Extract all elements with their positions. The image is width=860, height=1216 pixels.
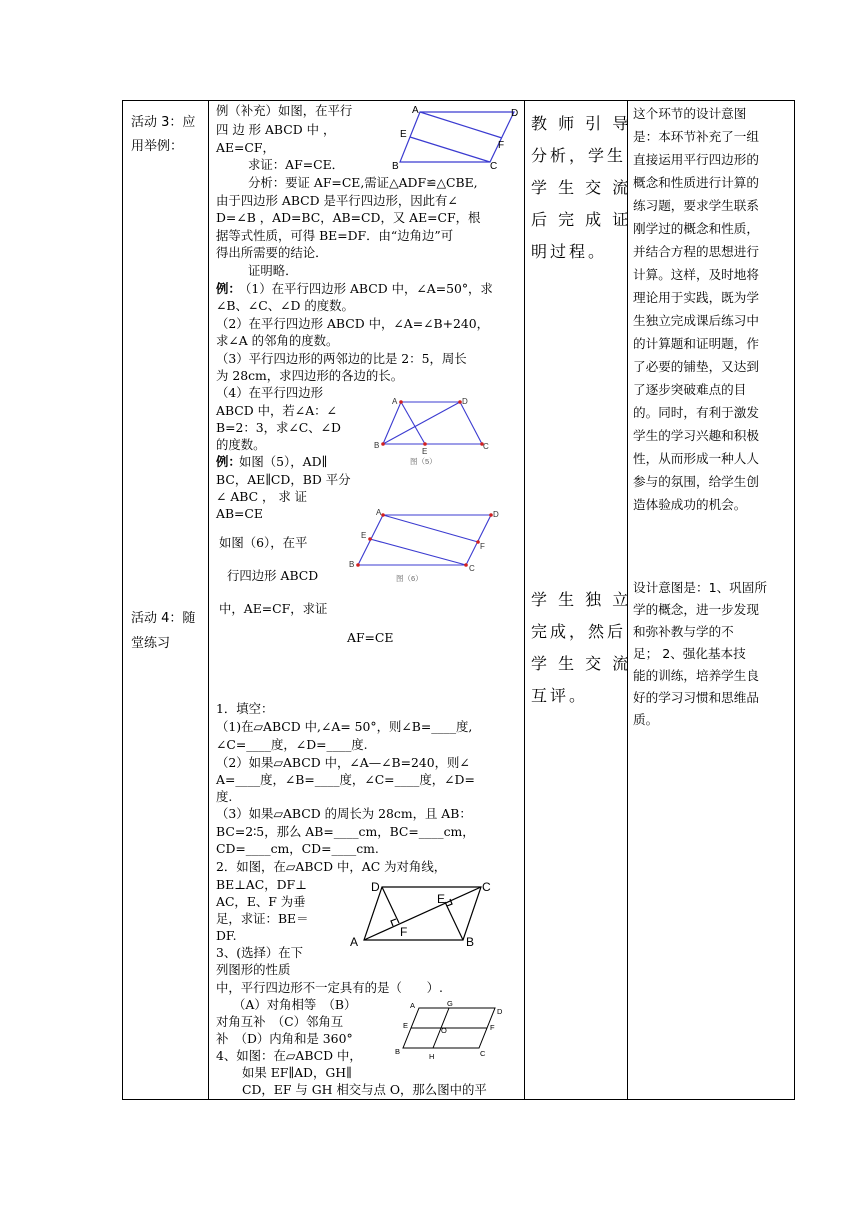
column-divider: [524, 100, 525, 1100]
example5-line: BC，AE∥CD，BD 平分: [216, 472, 351, 487]
figure-6-parallelogram: [346, 505, 506, 585]
figure-label: A: [410, 1001, 416, 1010]
activity3-label-line1: 活动 3：应: [131, 115, 196, 130]
example-supp-line: 分析：要证 AF=CE,需证△ADF≌△CBE,: [248, 175, 478, 190]
design-intent-line: 的。同时，有利于激发: [633, 405, 759, 420]
figure-point: [368, 537, 372, 541]
figure-segment-af: [420, 112, 502, 138]
activity3-method-line: 明过程。: [531, 242, 608, 261]
figure-label: B: [392, 161, 399, 172]
activity4-method-line: 互评。: [531, 686, 589, 705]
figure-label: F: [400, 925, 408, 939]
design-intent-line: 性，从而形成一种人人: [633, 451, 759, 466]
practice-line: A=____度，∠B=____度，∠C=____度，∠D=: [216, 772, 475, 787]
activity3-method-line: 后 完 成 证: [531, 210, 632, 229]
activity3-method-line: 学 生 交 流: [531, 178, 632, 197]
example4-line: （4）在平行四边形: [216, 385, 324, 400]
activity4-method-line: 学 生 交 流: [531, 654, 632, 673]
figure-right-angle-mark: [391, 919, 396, 926]
figure-q4-parallelogram: [393, 1000, 511, 1066]
practice-line: 补 （D）内角和是 360°: [216, 1031, 353, 1046]
practice-line: 足，求证：BE＝: [216, 911, 309, 926]
figure-label: C: [469, 564, 475, 573]
example-supp-line: 得出所需要的结论．: [216, 245, 328, 260]
figure-point: [356, 563, 360, 567]
figure-label: B: [395, 1047, 401, 1056]
figure-label: F: [480, 542, 485, 551]
figure-label: D: [497, 1007, 503, 1016]
example6-line: 行四边形 ABCD: [227, 568, 319, 583]
design-intent-line: 计算。这样，及时地将: [633, 267, 759, 282]
example-supp-line: 四 边 形 ABCD 中 ，: [216, 122, 336, 137]
example-supp-line: AE=CF，: [216, 140, 275, 155]
figure-label: C: [480, 1049, 486, 1058]
figure-label: A: [350, 935, 359, 949]
figure-6-caption: 图（6）: [396, 574, 423, 583]
figure-segment-ec: [370, 539, 466, 565]
figure-q2-parallelogram: [346, 878, 491, 950]
figure-label: C: [490, 161, 498, 172]
figure-label: D: [493, 510, 499, 519]
activity3-method-line: 教 师 引 导: [531, 114, 632, 133]
design-intent-line: 并结合方程的思想进行: [633, 244, 759, 259]
practice-line: 2．如图，在▱ABCD 中，AC 为对角线，: [216, 859, 447, 874]
practice-line: 列图形的性质: [216, 962, 291, 977]
practice-line: （3）如果▱ABCD 的周长为 28cm，且 AB：: [216, 806, 472, 821]
practice-line: （1)在▱ABCD 中,∠A= 50°，则∠B=____度,: [216, 719, 473, 734]
design-intent-line: 质。: [633, 712, 659, 727]
practice-line: 中，平行四边形不一定具有的是（ ）.: [216, 980, 443, 995]
figure-label: B: [349, 560, 355, 569]
activity4-label-line1: 活动 4：随: [131, 611, 196, 626]
figure-label: E: [403, 1021, 409, 1030]
practice-line: ∠C=____度，∠D=____度.: [216, 737, 368, 752]
figure-label: F: [498, 140, 505, 151]
figure-perpendicular-df: [382, 887, 399, 923]
design-intent-line: 练习题，要求学生联系: [633, 198, 759, 213]
example2-line: 求∠A 的邻角的度数。: [216, 333, 339, 348]
example4-line: B=2：3，求∠C、∠D: [216, 420, 341, 435]
example3-line: （3）平行四边形的两邻边的比是 2：5，周长: [216, 351, 467, 366]
figure-label: E: [361, 531, 367, 540]
example6-line: 如图（6），在平: [219, 535, 308, 550]
figure-label: E: [437, 892, 446, 906]
column-divider: [208, 100, 209, 1100]
practice-line: CD，EF 与 GH 相交与点 O，那么图中的平: [242, 1082, 487, 1097]
figure-label: D: [371, 880, 380, 894]
example-label: 例：: [216, 281, 241, 296]
example3-line: 为 28cm，求四边形的各边的长。: [216, 368, 404, 383]
example-supp-line: 由于四边形 ABCD 是平行四边形，因此有∠: [216, 193, 458, 208]
design-intent-line: 概念和性质进行计算的: [633, 175, 759, 190]
example4-line: ABCD 中，若∠A：∠: [216, 403, 337, 418]
example2-line: （2）在平行四边形 ABCD 中，∠A=∠B+240，: [216, 316, 489, 331]
example-supp-line: 求证：AF=CE．: [248, 157, 345, 172]
design-intent-line: 理论用于实践，既为学: [633, 290, 759, 305]
design-intent-line: 好的学习习惯和思维品: [633, 690, 759, 705]
design-intent-line: 了必要的铺垫，又达到: [633, 359, 759, 374]
figure-label: D: [462, 397, 468, 406]
example5-label: 例：: [216, 454, 241, 469]
figure-point: [399, 400, 403, 404]
design-intent-line: 参与的氛围，给学生创: [633, 474, 759, 489]
activity3-method-line: 分析，学生: [531, 146, 627, 165]
example-supp-line: 证明略．: [248, 263, 298, 278]
practice-line: CD=____cm，CD=____cm.: [216, 841, 379, 856]
practice-line: 度.: [216, 789, 233, 804]
practice-line: （A）对角相等 （B）: [233, 997, 357, 1012]
design-intent-line: 的计算题和证明题，作: [633, 336, 759, 351]
figure-diagonal-ac: [364, 887, 481, 940]
figure-label: C: [483, 442, 489, 451]
design-intent-line: 能的训练，培养学生良: [633, 668, 759, 683]
practice-line: 对角互补 （C）邻角互: [216, 1014, 344, 1029]
example5-line: 如图（5），AD∥: [239, 454, 328, 469]
practice-line: BE⊥AC，DF⊥: [216, 877, 307, 892]
example1-line: ∠B、∠C、∠D 的度数。: [216, 298, 354, 313]
figure-label: A: [412, 105, 419, 116]
figure-label: O: [441, 1026, 447, 1035]
practice-line: BC=2∶5，那么 AB=____cm，BC=____cm，: [216, 824, 475, 839]
figure-point: [381, 513, 385, 517]
figure-label: E: [400, 129, 407, 140]
design-intent-line: 足； 2、强化基本技: [633, 646, 746, 661]
example-supp-line: 据等式性质，可得 BE=DF．由“边角边”可: [216, 228, 454, 243]
design-intent-line: 设计意图是：1、巩固所: [633, 580, 767, 595]
figure-label: B: [466, 935, 475, 949]
figure-label: F: [490, 1023, 495, 1032]
figure-point: [381, 442, 385, 446]
example5-line: AB=CE: [216, 506, 263, 521]
design-intent-line: 刚学过的概念和性质，: [633, 221, 759, 236]
example-supp-line: 例（补充）如图，在平行: [216, 103, 353, 118]
figure-label: C: [482, 880, 491, 894]
design-intent-line: 这个环节的设计意图: [633, 106, 747, 121]
figure-label: G: [447, 999, 453, 1008]
figure-perpendicular-be: [445, 902, 463, 940]
design-intent-line: 学的概念，进一步发现: [633, 602, 759, 617]
practice-line: 3、(选择）在下: [216, 945, 304, 960]
example4-line: 的度数。: [216, 437, 266, 452]
figure-label: A: [392, 397, 398, 406]
activity3-label-line2: 用举例：: [131, 139, 184, 154]
practice-line: 1．填空：: [216, 701, 274, 716]
practice-line: （2）如果▱ABCD 中，∠A—∠B=240，则∠: [216, 755, 470, 770]
design-intent-line: 和弥补教与学的不: [633, 624, 734, 639]
design-intent-line: 生独立完成课后练习中: [633, 313, 759, 328]
practice-line: 如果 EF∥AD，GH∥: [242, 1065, 352, 1080]
design-intent-line: 是：本环节补充了一组: [633, 129, 759, 144]
figure-5-caption: 图（5）: [410, 457, 437, 466]
figure-label: E: [422, 447, 428, 456]
example6-line: 中，AE=CF，求证: [219, 601, 328, 616]
example6-line: AF=CE: [347, 630, 394, 645]
example-supp-line: D=∠B ，AD=BC，AB=CD，又 AE=CF，根: [216, 210, 481, 225]
figure-label: B: [374, 441, 380, 450]
activity4-method-line: 学 生 独 立: [531, 590, 632, 609]
activity4-label-line2: 堂练习: [131, 636, 171, 651]
design-intent-line: 直接运用平行四边形的: [633, 152, 759, 167]
activity4-method-line: 完成，然后: [531, 622, 627, 641]
design-intent-line: 学生的学习兴趣和积极: [633, 428, 759, 443]
figure-outline: [383, 402, 482, 444]
practice-line: AC，E、F 为垂: [216, 894, 306, 909]
design-intent-line: 造体验成功的机会。: [633, 497, 747, 512]
figure-segment-ec: [410, 137, 490, 162]
figure-point: [464, 563, 468, 567]
design-intent-line: 了逐步突破难点的目: [633, 382, 747, 397]
figure-segment-af: [383, 515, 478, 542]
figure-label: H: [429, 1052, 435, 1061]
figure-point: [423, 442, 427, 446]
practice-line: DF.: [216, 928, 237, 943]
practice-line: 4、如图：在▱ABCD 中，: [216, 1048, 362, 1063]
figure-label: A: [376, 508, 382, 517]
figure-label: D: [511, 108, 519, 119]
figure-5-trapezoid: [370, 392, 500, 472]
example1-line: （1）在平行四边形 ABCD 中，∠A=50°，求: [239, 281, 493, 296]
figure-parallelogram-aecf: [394, 104, 524, 170]
example5-line: ∠ ABC ， 求 证: [216, 489, 308, 504]
